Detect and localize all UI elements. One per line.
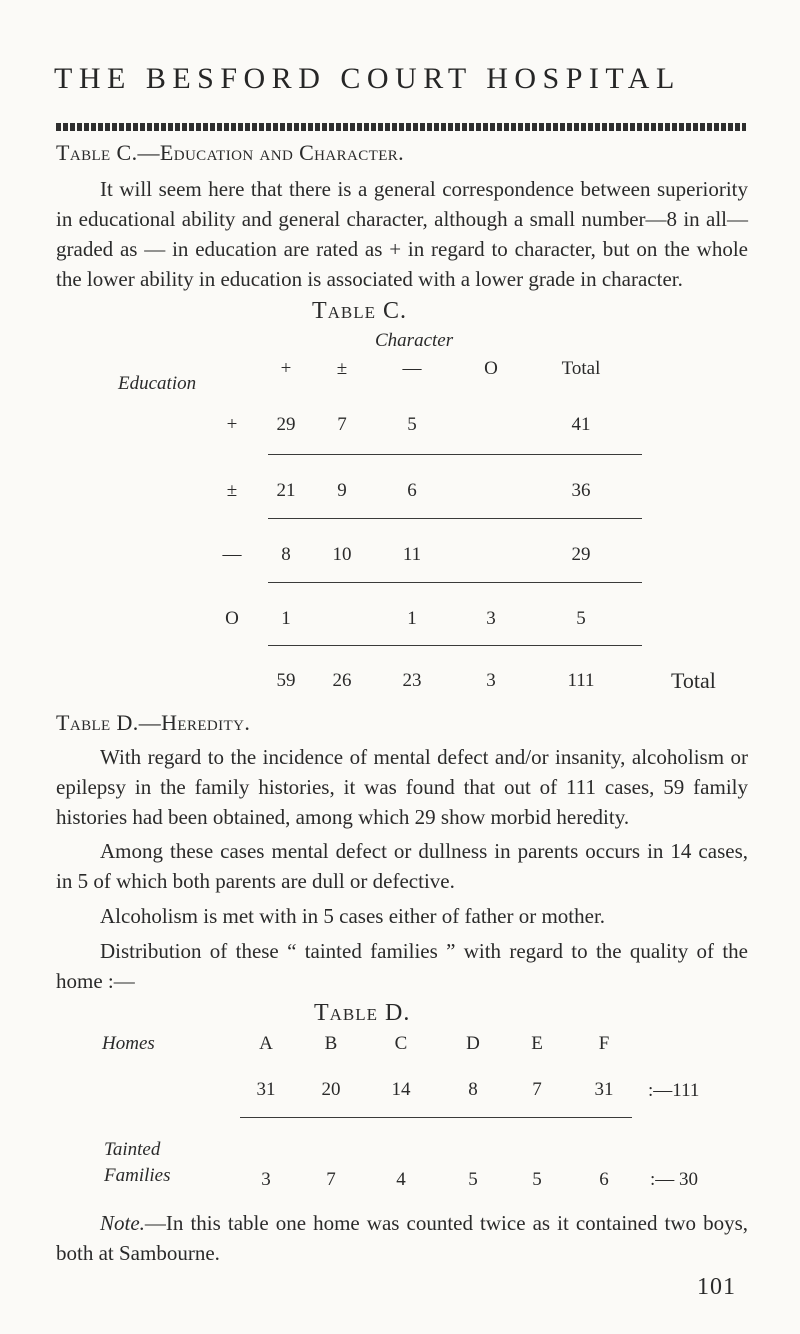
table-d-col-header: F <box>598 1033 610 1054</box>
table-d-title: Table D. <box>314 1000 411 1026</box>
table-c-total: 23 <box>402 670 422 691</box>
table-c-title: Table C. <box>312 298 408 324</box>
section-d-paragraph-2: Among these cases mental defect or dullness in parents occurs in 14 cases, in 5 of which both parents are dull or defective. <box>56 839 748 893</box>
table-d-tainted-label-line-1: Tainted <box>104 1139 161 1160</box>
table-c-cell: 29 <box>571 544 591 565</box>
table-d-tainted-total: :— 30 <box>650 1169 699 1190</box>
table-c-row-rule <box>268 645 642 646</box>
table-c-col-header: + <box>280 358 292 379</box>
table-d-col-header: B <box>324 1033 338 1054</box>
note-label: Note. <box>100 1211 145 1235</box>
section-d-paragraph-1: With regard to the incidence of mental defect and/or insanity, alcoholism or epilepsy in the family histories, it was found that out of 111 cases, 59 family histories had been obtained, among which 29 show morbid heredity. <box>56 745 748 829</box>
decorative-rule <box>56 123 746 131</box>
table-c-cell: 9 <box>337 480 347 501</box>
table-d-col-header: C <box>394 1033 408 1054</box>
note-text: —In this table one home was counted twice as it contained two boys, both at Sambourne. <box>56 1211 748 1265</box>
table-d-homes-label: Homes <box>102 1033 155 1054</box>
table-c-col-header: Total <box>561 358 601 379</box>
table-d-tainted-cell: 5 <box>532 1169 542 1190</box>
table-c-row-label: + <box>226 414 238 435</box>
table-c-row-label: — <box>222 544 242 565</box>
table-c-col-header: — <box>402 358 422 379</box>
section-c-heading: Table C.—Education and Character. <box>56 140 405 165</box>
table-c-col-header: ± <box>336 358 348 379</box>
section-c-paragraph: It will seem here that there is a general correspondence between superiority in educational ability and general character, although a small number—8 in all—graded as — in education are rated as + in regard to character, but on the whole the lower ability in education is associated with a lower grade in character. <box>56 177 748 291</box>
table-d-homes-cell: 8 <box>468 1079 478 1100</box>
table-d-tainted-cell: 7 <box>326 1169 336 1190</box>
section-d-paragraph-4: Distribution of these “ tainted families ” with regard to the quality of the home :— <box>56 939 748 993</box>
table-d-col-header: A <box>259 1033 273 1054</box>
table-c-cell: 1 <box>407 608 417 629</box>
table-c-column-group-label: Character <box>375 330 454 351</box>
table-c-cell: 10 <box>332 544 352 565</box>
table-c-cell: 21 <box>276 480 296 501</box>
table-c-total: 59 <box>276 670 296 691</box>
table-c-cell: 8 <box>281 544 291 565</box>
page-number: 101 <box>697 1274 736 1300</box>
table-c-cell: 5 <box>407 414 417 435</box>
table-c-cell: 5 <box>576 608 586 629</box>
table-c-row-rule <box>268 582 642 583</box>
table-d-homes-cell: 31 <box>594 1079 614 1100</box>
table-c-cell: 6 <box>407 480 417 501</box>
table-c-row-label: O <box>225 608 239 629</box>
table-d-tainted-cell: 6 <box>599 1169 609 1190</box>
table-c-cell: 7 <box>337 414 347 435</box>
table-c-cell: 1 <box>281 608 291 629</box>
table-d-tainted-cell: 5 <box>468 1169 478 1190</box>
table-c-total: 3 <box>486 670 496 691</box>
table-d-note <box>56 1208 748 1268</box>
table-c-cell: 36 <box>571 480 591 501</box>
table-c-row-group-label: Education <box>118 373 197 394</box>
table-c-total: 26 <box>332 670 352 691</box>
table-d-homes-cell: 14 <box>391 1079 411 1100</box>
table-d-homes-cell: 20 <box>321 1079 341 1100</box>
section-d-heading: Table D.—Heredity. <box>56 710 251 735</box>
table-c-totals-label: Total <box>671 668 716 693</box>
table-d-tainted-cell: 3 <box>261 1169 271 1190</box>
table-d-homes-cell: 31 <box>256 1079 276 1100</box>
running-head: THE BESFORD COURT HOSPITAL <box>54 62 681 95</box>
table-c-cell: 11 <box>402 544 422 565</box>
table-c-row-rule <box>268 518 642 519</box>
table-d-row-rule <box>240 1117 632 1118</box>
table-c-row-label: ± <box>226 480 238 501</box>
table-c-row-rule <box>268 454 642 455</box>
table-d-tainted-cell: 4 <box>396 1169 406 1190</box>
section-d-paragraph-3: Alcoholism is met with in 5 cases either of father or mother. <box>100 904 606 928</box>
table-d-col-header: E <box>531 1033 543 1054</box>
table-d-homes-total: :—111 <box>648 1080 700 1101</box>
table-d-tainted-label-line-2: Families <box>104 1165 171 1186</box>
table-d-col-header: D <box>466 1033 480 1054</box>
table-c-total: 111 <box>567 670 595 691</box>
table-c-cell: 3 <box>486 608 496 629</box>
table-c-cell: 41 <box>571 414 591 435</box>
table-c-col-header: O <box>484 358 498 379</box>
table-d-homes-cell: 7 <box>532 1079 542 1100</box>
table-c-cell: 29 <box>276 414 296 435</box>
